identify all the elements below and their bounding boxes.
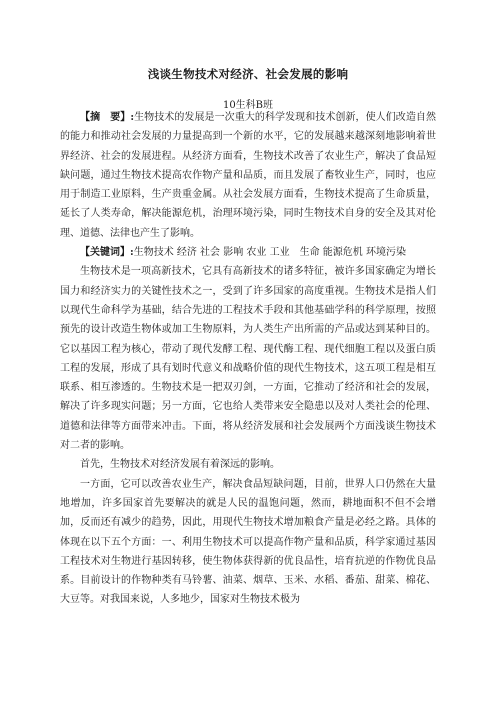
keywords-paragraph: [60, 243, 436, 262]
keywords-label: 【关键词】:: [80, 247, 134, 259]
keywords-text: 生物技术 经济 社会 影响 农业 工业 生命 能源危机 环境污染: [133, 247, 406, 259]
class-label: 10生科B班: [222, 100, 274, 111]
body-paragraph: 生物技术是一项高新技术，它具有高新技术的诸多特征，被许多国家确定为增长国力和经济实力的关键性技术之一，受到了许多国家的高度重视。生物技术是指人们以现代生命科学为基础，结合先进的工程技术手段和其他基础学科的科学原理，按照预先的设计改造生物体或加工生物原料，为人类生产出所需的产品或达到某种目的。它以基因工程为核心，带动了现代发酵工程、现代酶工程、现代细胞工程以及蛋白质工程的发展，形成了具有划时代意义和战略价值的现代生物技术，这五项工程是相互联系、相互渗透的。生物技术是一把双刃剑，一方面，它推动了经济和社会的发展，解决了许多现实问题；另一方面，它也给人类带来安全隐患以及对人类社会的伦理、道德和法律等方面带来冲击。下面，将从经济发展和社会发展两个方面浅谈生物技术对二者的影响。: [60, 266, 436, 452]
abstract-text: 生物技术的发展是一次重大的科学发现和技术创新，使人们改造自然的能力和推动社会发展的力量提高到一个新的水平，它的发展越来越深刻地影响着世界经济、社会的发展进程。从经济方面看，生物技术改善了农业生产，解决了食品短缺问题，通过生物技术提高农作物产量和品质，而且发展了畜牧业生产，同时，也应用于制造工业原料，生产贵重金属。从社会发展方面看，生物技术提高了生命质量，延长了人类寿命，解决能源危机，治理环境污染，同时生物技术自身的安全及其对伦理、道德、法律也产生了影响。: [60, 112, 436, 239]
body-paragraph: 一方面，它可以改善农业生产，解决食品短缺问题，目前，世界人口仍然在大量地增加，许多国家首先要解决的就是人民的温饱问题，然而，耕地面积不但不会增加，反而还有减少的趋势，因此，用现代生物技术增加粮食产量是必经之路。具体的体现在以下五个方面：一、利用生物技术可以提高作物产量和品质，科学家通过基因工程技术对生物进行基因转移，使生物体获得新的优良品性，培育抗逆的作物优良品系。目前设计的作物种类有马铃薯、油菜、烟草、玉米、水稻、番茄、甜菜、棉花、大豆等。对我国来说，人多地少，国家对生物技术极为: [60, 478, 436, 606]
abstract-paragraph: [60, 108, 436, 243]
body-paragraph: 首先，生物技术对经济发展有着深远的影响。: [80, 459, 280, 471]
document-body: [60, 108, 436, 610]
abstract-label: 【摘 要】:: [80, 112, 135, 123]
document-title: 浅谈生物技术对经济、社会发展的影响: [147, 67, 349, 81]
